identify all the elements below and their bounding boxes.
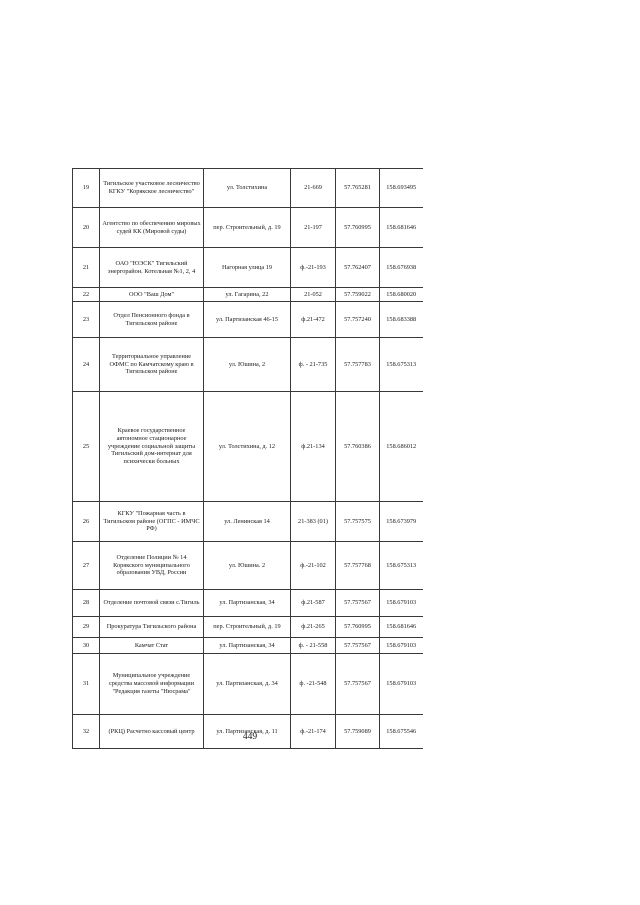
longitude: 158.693495 <box>380 169 423 208</box>
longitude: 158.683388 <box>380 302 423 338</box>
organization-address: ул. Партизанская, д. 34 <box>204 654 291 715</box>
organization-name: (РКЦ) Расчетно кассовый центр <box>100 715 204 749</box>
table-row <box>73 590 423 617</box>
organization-phone: 21-383 (01) <box>291 502 336 542</box>
organization-name: Агентство по обеспечению мировых судей КК (Мировой суды) <box>100 208 204 248</box>
organization-name: КГКУ "Пожарная часть в Тигильском районе (ОГПС - ИМЧС РФ) <box>100 502 204 542</box>
latitude: 57.760386 <box>336 392 380 502</box>
organization-phone: ф. - 21-735 <box>291 338 336 392</box>
table-row <box>73 617 423 638</box>
latitude: 57.757783 <box>336 338 380 392</box>
organization-phone: ф. -21-548 <box>291 654 336 715</box>
organization-address: пер. Строительный, д. 19 <box>204 208 291 248</box>
organization-address: ул. Ленинская 14 <box>204 502 291 542</box>
row-number: 19 <box>73 169 100 208</box>
organization-name: Территориальное управление ОФМС по Камчатскому краю в Тигильском районе <box>100 338 204 392</box>
longitude: 158.675313 <box>380 542 423 590</box>
row-number: 23 <box>73 302 100 338</box>
row-number: 28 <box>73 590 100 617</box>
organization-phone: ф.-21-102 <box>291 542 336 590</box>
organization-address: ул. Партизанская, 34 <box>204 590 291 617</box>
organization-address: ул. Юшина, 2 <box>204 338 291 392</box>
organization-address: ул. Юшина. 2 <box>204 542 291 590</box>
organization-name: Прокуратура Тигильского района <box>100 617 204 638</box>
organization-phone: ф.-21-193 <box>291 248 336 288</box>
latitude: 57.757575 <box>336 502 380 542</box>
latitude: 57.760995 <box>336 208 380 248</box>
table-body <box>73 169 423 749</box>
row-number: 29 <box>73 617 100 638</box>
organization-name: ОАО "ЮЭСК" Тигильский энергорайон. Котельная №1, 2, 4 <box>100 248 204 288</box>
latitude: 57.757768 <box>336 542 380 590</box>
organization-address: ул. Толстихина, д. 12 <box>204 392 291 502</box>
longitude: 158.681646 <box>380 617 423 638</box>
organization-phone: ф. - 21-558 <box>291 638 336 654</box>
organization-address: Нагорная улица 19 <box>204 248 291 288</box>
organization-address: пер. Строительный, д. 19 <box>204 617 291 638</box>
organization-address: ул. Партизанская 46-15 <box>204 302 291 338</box>
row-number: 24 <box>73 338 100 392</box>
row-number: 25 <box>73 392 100 502</box>
table-row <box>73 302 423 338</box>
organization-name: Отдел Пенсионного фонда в Тигильском районе <box>100 302 204 338</box>
longitude: 158.681646 <box>380 208 423 248</box>
table-row <box>73 169 423 208</box>
table-row <box>73 638 423 654</box>
longitude: 158.679103 <box>380 638 423 654</box>
latitude: 57.757567 <box>336 590 380 617</box>
page-number: 449 <box>242 732 258 742</box>
table-row <box>73 338 423 392</box>
table-row <box>73 542 423 590</box>
row-number: 31 <box>73 654 100 715</box>
row-number: 22 <box>73 288 100 302</box>
organization-address: ул. Толстихина <box>204 169 291 208</box>
organization-name: Муниципальное учреждение средства массовой информации "Редакция газеты "Нюсрама" <box>100 654 204 715</box>
organization-address: ул. Партизанская, д. 11 <box>204 715 291 749</box>
table-row <box>73 502 423 542</box>
longitude: 158.680020 <box>380 288 423 302</box>
organization-name: Тигильское участковое лесничество КГКУ "Корякское лесничество" <box>100 169 204 208</box>
latitude: 57.759022 <box>336 288 380 302</box>
row-number: 21 <box>73 248 100 288</box>
organization-phone: ф.21-134 <box>291 392 336 502</box>
longitude: 158.679103 <box>380 654 423 715</box>
organization-phone: ф.21-587 <box>291 590 336 617</box>
organization-name: Краевое государственное автономное стационарное учреждение социальной защиты Тигильский дом-интернат для психически больных <box>100 392 204 502</box>
organization-phone: ф.21-265 <box>291 617 336 638</box>
row-number: 20 <box>73 208 100 248</box>
organization-name: Отделение почтовой связи с.Тигиль <box>100 590 204 617</box>
organization-phone: 21-052 <box>291 288 336 302</box>
organization-name: Отделение Полиции № 14 Корякского муниципального образования УВД, России <box>100 542 204 590</box>
table-row <box>73 248 423 288</box>
row-number: 30 <box>73 638 100 654</box>
table-row <box>73 392 423 502</box>
table-row <box>73 654 423 715</box>
longitude: 158.676938 <box>380 248 423 288</box>
organization-phone: 21-197 <box>291 208 336 248</box>
latitude: 57.759089 <box>336 715 380 749</box>
table-row <box>73 208 423 248</box>
longitude: 158.675313 <box>380 338 423 392</box>
latitude: 57.762407 <box>336 248 380 288</box>
organization-name: Камчат Стат <box>100 638 204 654</box>
longitude: 158.673979 <box>380 502 423 542</box>
latitude: 57.757567 <box>336 654 380 715</box>
longitude: 158.675546 <box>380 715 423 749</box>
organization-address: ул. Партизанская, 34 <box>204 638 291 654</box>
organization-phone: ф.21-472 <box>291 302 336 338</box>
latitude: 57.757567 <box>336 638 380 654</box>
latitude: 57.757240 <box>336 302 380 338</box>
organizations-table <box>72 168 423 749</box>
organization-address: ул. Гагарина, 22 <box>204 288 291 302</box>
organization-phone: ф.-21-174 <box>291 715 336 749</box>
organization-phone: 21-669 <box>291 169 336 208</box>
latitude: 57.760995 <box>336 617 380 638</box>
row-number: 32 <box>73 715 100 749</box>
organization-name: ООО "Ваш Дом" <box>100 288 204 302</box>
table-row <box>73 288 423 302</box>
latitude: 57.765281 <box>336 169 380 208</box>
longitude: 158.679103 <box>380 590 423 617</box>
longitude: 158.686012 <box>380 392 423 502</box>
row-number: 27 <box>73 542 100 590</box>
row-number: 26 <box>73 502 100 542</box>
